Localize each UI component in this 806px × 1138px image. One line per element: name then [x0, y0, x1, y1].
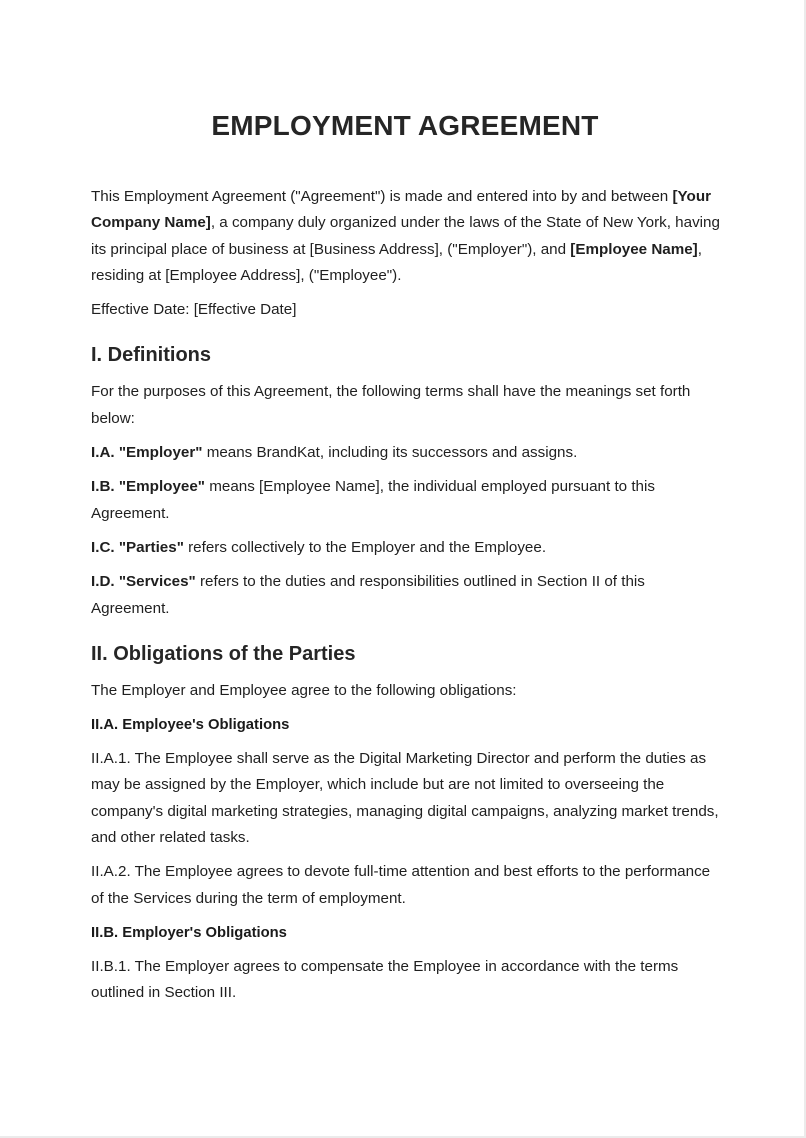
company-name-placeholder: [Your Company Name]: [91, 188, 712, 232]
obligation-item: II.A.2. The Employee agrees to devote full-time attention and best efforts to the performance of the Services during the term of employment.: [91, 863, 711, 907]
definition-term: I.C. "Parties": [91, 538, 184, 556]
definition-text: refers to the duties and responsibilities outlined in Section II of this Agreement.: [91, 573, 645, 617]
obligation-item: II.A.1. The Employee shall serve as the Digital Marketing Director and perform the duties as may be assigned by the Employer, which include but are not limited to overseeing the company's digital marketing strategies, managing digital campaigns, analyzing market trends, and other related tasks.: [91, 750, 719, 847]
obligations-intro: The Employer and Employee agree to the following obligations:: [91, 681, 517, 699]
definition-term: I.D. "Services": [91, 573, 196, 591]
subsection-heading-employee-obligations: II.A. Employee's Obligations: [91, 717, 290, 734]
definition-term: I.B. "Employee": [91, 478, 205, 496]
intro-text: This Employment Agreement ("Agreement") is made and entered into by and between: [91, 188, 673, 205]
section-heading-obligations: II. Obligations of the Parties: [91, 642, 356, 665]
definition-item: [91, 440, 721, 466]
intro-text: , a company duly organized under the laws of the State of New York, having its principal place of business at [Business Address], ("Employer"), and: [91, 214, 720, 258]
document-title: EMPLOYMENT AGREEMENT: [211, 110, 599, 141]
obligation-item: II.B.1. The Employer agrees to compensate the Employee in accordance with the terms outlined in Section III.: [91, 957, 679, 1002]
employee-name-placeholder: [Employee Name]: [570, 240, 698, 258]
section-heading-definitions: I. Definitions: [91, 344, 211, 367]
definition-text: means [Employee Name], the individual employed pursuant to this Agreement.: [91, 478, 655, 522]
effective-date: Effective Date: [Effective Date]: [91, 301, 297, 319]
subsection-heading-employer-obligations: II.B. Employer's Obligations: [91, 924, 287, 941]
intro-paragraph: [91, 184, 721, 289]
intro-text: , residing at [Employee Address], ("Employee").: [91, 240, 702, 284]
definition-term: I.A. "Employer": [91, 444, 203, 462]
definition-text: means BrandKat, including its successors and assigns.: [202, 444, 578, 462]
definition-item: [91, 474, 721, 527]
definition-item: [91, 569, 721, 622]
definitions-intro: For the purposes of this Agreement, the following terms shall have the meanings set forth below:: [91, 383, 691, 427]
document-body: [91, 184, 721, 1015]
definition-item: [91, 535, 721, 561]
definition-text: refers collectively to the Employer and the Employee.: [183, 538, 547, 556]
